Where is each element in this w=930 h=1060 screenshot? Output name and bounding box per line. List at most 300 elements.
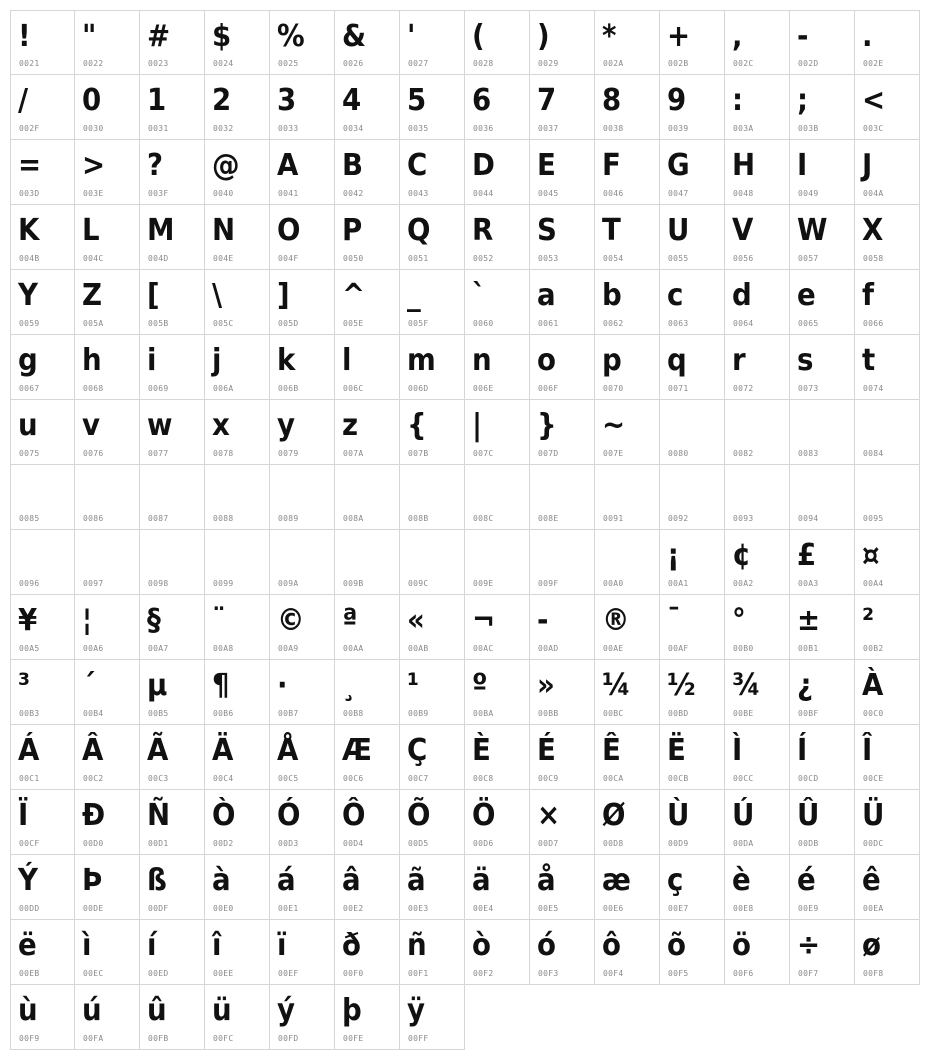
glyph-codepoint-label: 008A (343, 514, 364, 523)
glyph-cell (205, 855, 270, 920)
glyph-sample: l (342, 343, 352, 378)
glyph-cell (725, 205, 790, 270)
glyph-sample: - (537, 603, 549, 638)
glyph-cell (335, 335, 400, 400)
glyph-sample: Ø (602, 798, 626, 833)
glyph-codepoint-label: 006E (473, 384, 494, 393)
glyph-sample: m (407, 343, 436, 378)
glyph-sample: ð (342, 928, 361, 963)
glyph-codepoint-label: 00AD (538, 644, 559, 653)
glyph-cell (335, 75, 400, 140)
glyph-cell (400, 140, 465, 205)
glyph-cell (270, 725, 335, 790)
glyph-cell (595, 205, 660, 270)
glyph-sample: ß (147, 863, 167, 898)
glyph-codepoint-label: 007A (343, 449, 364, 458)
glyph-cell (725, 10, 790, 75)
glyph-cell (790, 140, 855, 205)
glyph-cell (75, 790, 140, 855)
glyph-cell (855, 530, 920, 595)
glyph-codepoint-label: 0050 (343, 254, 364, 263)
glyph-cell (335, 725, 400, 790)
glyph-codepoint-label: 0026 (343, 59, 364, 68)
glyph-cell (660, 400, 725, 465)
glyph-sample: ´ (82, 668, 96, 703)
glyph-cell (10, 75, 75, 140)
glyph-codepoint-label: 0038 (603, 124, 624, 133)
glyph-codepoint-label: 00D1 (148, 839, 169, 848)
glyph-codepoint-label: 00B7 (278, 709, 299, 718)
glyph-sample: N (212, 213, 236, 248)
glyph-sample: ° (732, 603, 746, 638)
glyph-cell (595, 75, 660, 140)
glyph-sample: Q (407, 213, 431, 248)
glyph-sample: i (147, 343, 157, 378)
glyph-sample: ` (472, 278, 486, 313)
glyph-sample: æ (602, 863, 631, 898)
glyph-codepoint-label: 00CE (863, 774, 884, 783)
glyph-cell (725, 75, 790, 140)
glyph-codepoint-label: 0092 (668, 514, 689, 523)
glyph-sample: S (537, 213, 557, 248)
glyph-sample: Y (18, 278, 38, 313)
glyph-cell (725, 270, 790, 335)
glyph-sample: Î (862, 733, 873, 768)
glyph-sample: º (472, 668, 488, 703)
glyph-cell (530, 140, 595, 205)
glyph-cell (660, 335, 725, 400)
glyph-codepoint-label: 00F7 (798, 969, 819, 978)
glyph-sample: D (472, 148, 495, 183)
glyph-codepoint-label: 0037 (538, 124, 559, 133)
glyph-codepoint-label: 008B (408, 514, 429, 523)
glyph-codepoint-label: 00C5 (278, 774, 299, 783)
glyph-cell (595, 10, 660, 75)
glyph-sample: Ã (147, 733, 169, 768)
glyph-sample: é (797, 863, 816, 898)
glyph-sample: û (147, 993, 167, 1028)
glyph-sample: n (472, 343, 492, 378)
glyph-sample: J (862, 148, 873, 183)
glyph-cell (205, 595, 270, 660)
glyph-codepoint-label: 00E4 (473, 904, 494, 913)
glyph-sample: Ï (18, 798, 29, 833)
glyph-cell (530, 205, 595, 270)
glyph-sample: a (537, 278, 556, 313)
glyph-cell (790, 400, 855, 465)
glyph-cell (465, 75, 530, 140)
glyph-cell (10, 530, 75, 595)
glyph-sample: ¦ (82, 603, 93, 638)
glyph-codepoint-label: 0023 (148, 59, 169, 68)
glyph-cell (205, 790, 270, 855)
glyph-sample: å (537, 863, 556, 898)
glyph-cell (140, 335, 205, 400)
glyph-codepoint-label: 00C6 (343, 774, 364, 783)
glyph-codepoint-label: 00B5 (148, 709, 169, 718)
glyph-codepoint-label: 0070 (603, 384, 624, 393)
glyph-cell (465, 335, 530, 400)
glyph-sample: ³ (18, 668, 31, 703)
glyph-codepoint-label: 00E2 (343, 904, 364, 913)
glyph-cell (270, 530, 335, 595)
glyph-cell (790, 595, 855, 660)
glyph-codepoint-label: 003D (19, 189, 40, 198)
glyph-sample: ý (277, 993, 295, 1028)
glyph-sample: @ (212, 148, 240, 183)
glyph-codepoint-label: 00FF (408, 1034, 429, 1043)
glyph-sample: o (537, 343, 556, 378)
glyph-codepoint-label: 00F8 (863, 969, 884, 978)
glyph-sample: I (797, 148, 808, 183)
glyph-cell (205, 270, 270, 335)
glyph-codepoint-label: 009A (278, 579, 299, 588)
glyph-codepoint-label: 00E7 (668, 904, 689, 913)
glyph-cell (140, 400, 205, 465)
glyph-sample: Õ (407, 798, 431, 833)
glyph-sample: c (667, 278, 684, 313)
glyph-codepoint-label: 002F (19, 124, 40, 133)
glyph-codepoint-label: 00B8 (343, 709, 364, 718)
glyph-sample: e (797, 278, 816, 313)
glyph-cell (725, 400, 790, 465)
glyph-codepoint-label: 0021 (19, 59, 40, 68)
glyph-codepoint-label: 00F4 (603, 969, 624, 978)
glyph-sample: 1 (147, 83, 167, 118)
glyph-codepoint-label: 00C1 (19, 774, 40, 783)
glyph-sample: | (472, 408, 483, 443)
glyph-codepoint-label: 00E0 (213, 904, 234, 913)
glyph-sample: z (342, 408, 359, 443)
glyph-sample: Í (797, 733, 808, 768)
glyph-codepoint-label: 00E8 (733, 904, 754, 913)
glyph-codepoint-label: 00C0 (863, 709, 884, 718)
glyph-sample: À (862, 668, 884, 703)
glyph-cell (465, 400, 530, 465)
glyph-cell (725, 140, 790, 205)
glyph-sample: B (342, 148, 364, 183)
glyph-sample: E (537, 148, 556, 183)
glyph-sample: Ä (212, 733, 234, 768)
glyph-cell (465, 725, 530, 790)
glyph-sample: d (732, 278, 752, 313)
glyph-cell (270, 140, 335, 205)
glyph-codepoint-label: 00E6 (603, 904, 624, 913)
glyph-codepoint-label: 003E (83, 189, 104, 198)
glyph-codepoint-label: 00C2 (83, 774, 104, 783)
glyph-cell (335, 270, 400, 335)
glyph-sample: " (82, 19, 97, 54)
glyph-codepoint-label: 00CF (19, 839, 40, 848)
glyph-cell (660, 140, 725, 205)
glyph-cell (75, 10, 140, 75)
glyph-sample: w (147, 408, 173, 443)
glyph-codepoint-label: 0061 (538, 319, 559, 328)
glyph-sample: ¿ (797, 668, 814, 703)
glyph-sample: * (602, 19, 617, 54)
glyph-sample: 4 (342, 83, 362, 118)
glyph-sample: ¯ (667, 603, 681, 638)
glyph-cell (790, 920, 855, 985)
glyph-cell (790, 530, 855, 595)
glyph-sample: ( (472, 19, 485, 54)
glyph-cell (725, 595, 790, 660)
glyph-codepoint-label: 003C (863, 124, 884, 133)
glyph-codepoint-label: 00C4 (213, 774, 234, 783)
glyph-codepoint-label: 0089 (278, 514, 299, 523)
glyph-cell (530, 10, 595, 75)
glyph-sample: ó (537, 928, 556, 963)
glyph-codepoint-label: 0084 (863, 449, 884, 458)
glyph-sample: / (18, 83, 29, 118)
glyph-cell (75, 595, 140, 660)
glyph-sample: ' (407, 19, 416, 54)
glyph-codepoint-label: 0048 (733, 189, 754, 198)
glyph-codepoint-label: 00C7 (408, 774, 429, 783)
glyph-codepoint-label: 00B9 (408, 709, 429, 718)
glyph-cell (595, 855, 660, 920)
glyph-sample: F (602, 148, 621, 183)
glyph-codepoint-label: 00B4 (83, 709, 104, 718)
glyph-sample: ! (18, 19, 31, 54)
glyph-sample: , (732, 19, 743, 54)
glyph-cell (205, 10, 270, 75)
glyph-sample: ë (18, 928, 37, 963)
glyph-cell (400, 10, 465, 75)
glyph-sample: p (602, 343, 622, 378)
glyph-sample: Ì (732, 733, 743, 768)
glyph-sample: ñ (407, 928, 427, 963)
glyph-cell (855, 660, 920, 725)
glyph-sample: Ë (667, 733, 686, 768)
glyph-sample: G (667, 148, 690, 183)
glyph-codepoint-label: 00A5 (19, 644, 40, 653)
glyph-codepoint-label: 0099 (213, 579, 234, 588)
glyph-sample: 0 (82, 83, 102, 118)
glyph-codepoint-label: 0052 (473, 254, 494, 263)
glyph-codepoint-label: 0093 (733, 514, 754, 523)
glyph-cell (530, 270, 595, 335)
glyph-cell (725, 920, 790, 985)
glyph-cell (595, 465, 660, 530)
glyph-codepoint-label: 0062 (603, 319, 624, 328)
glyph-cell (855, 335, 920, 400)
glyph-sample: } (537, 408, 557, 443)
glyph-codepoint-label: 002D (798, 59, 819, 68)
glyph-cell (660, 75, 725, 140)
glyph-cell (465, 10, 530, 75)
glyph-cell (140, 855, 205, 920)
glyph-cell (595, 595, 660, 660)
glyph-sample: t (862, 343, 876, 378)
glyph-codepoint-label: 0079 (278, 449, 299, 458)
glyph-sample: $ (212, 19, 232, 54)
glyph-codepoint-label: 0078 (213, 449, 234, 458)
glyph-cell (205, 400, 270, 465)
glyph-cell (205, 335, 270, 400)
glyph-sample: Z (82, 278, 103, 313)
glyph-codepoint-label: 00CC (733, 774, 754, 783)
glyph-sample: Ý (18, 863, 38, 898)
glyph-codepoint-label: 0046 (603, 189, 624, 198)
glyph-codepoint-label: 00A2 (733, 579, 754, 588)
glyph-sample: ? (147, 148, 164, 183)
glyph-codepoint-label: 00F3 (538, 969, 559, 978)
glyph-cell (140, 140, 205, 205)
glyph-codepoint-label: 00B3 (19, 709, 40, 718)
glyph-codepoint-label: 002E (863, 59, 884, 68)
glyph-sample: s (797, 343, 814, 378)
glyph-codepoint-label: 00BB (538, 709, 559, 718)
glyph-sample: Â (82, 733, 104, 768)
glyph-cell (10, 400, 75, 465)
glyph-sample: & (342, 19, 367, 54)
glyph-sample: 5 (407, 83, 427, 118)
glyph-cell (595, 400, 660, 465)
glyph-cell (400, 595, 465, 660)
glyph-codepoint-label: 007C (473, 449, 494, 458)
glyph-codepoint-label: 0088 (213, 514, 234, 523)
glyph-codepoint-label: 00BF (798, 709, 819, 718)
glyph-codepoint-label: 0069 (148, 384, 169, 393)
glyph-sample: g (18, 343, 38, 378)
glyph-codepoint-label: 0033 (278, 124, 299, 133)
glyph-cell (140, 790, 205, 855)
glyph-cell (335, 465, 400, 530)
glyph-sample: ô (602, 928, 621, 963)
glyph-sample: v (82, 408, 100, 443)
glyph-cell (270, 75, 335, 140)
glyph-codepoint-label: 0054 (603, 254, 624, 263)
glyph-sample: 7 (537, 83, 557, 118)
glyph-sample: - (797, 19, 809, 54)
glyph-codepoint-label: 00A4 (863, 579, 884, 588)
glyph-codepoint-label: 00A3 (798, 579, 819, 588)
glyph-sample: L (82, 213, 100, 248)
glyph-cell (660, 270, 725, 335)
glyph-codepoint-label: 00EE (213, 969, 234, 978)
glyph-cell (270, 270, 335, 335)
glyph-codepoint-label: 00AA (343, 644, 364, 653)
glyph-codepoint-label: 00FB (148, 1034, 169, 1043)
glyph-sample: u (18, 408, 38, 443)
glyph-codepoint-label: 00FA (83, 1034, 104, 1043)
glyph-cell (725, 855, 790, 920)
glyph-sample: ï (277, 928, 287, 963)
glyph-cell (595, 530, 660, 595)
glyph-sample: Ð (82, 798, 106, 833)
glyph-cell (725, 335, 790, 400)
glyph-cell (75, 140, 140, 205)
glyph-cell (75, 205, 140, 270)
glyph-cell (855, 855, 920, 920)
glyph-codepoint-label: 00D0 (83, 839, 104, 848)
glyph-sample: M (147, 213, 175, 248)
glyph-cell (140, 660, 205, 725)
glyph-cell (10, 335, 75, 400)
glyph-codepoint-label: 00AC (473, 644, 494, 653)
glyph-cell (530, 725, 595, 790)
glyph-cell (75, 270, 140, 335)
glyph-codepoint-label: 0031 (148, 124, 169, 133)
glyph-cell (595, 790, 660, 855)
glyph-cell (270, 10, 335, 75)
glyph-cell (660, 920, 725, 985)
glyph-codepoint-label: 0074 (863, 384, 884, 393)
glyph-sample: ÷ (797, 928, 821, 963)
glyph-sample: ì (82, 928, 92, 963)
glyph-cell (140, 10, 205, 75)
glyph-cell (140, 725, 205, 790)
glyph-codepoint-label: 0063 (668, 319, 689, 328)
glyph-cell (335, 920, 400, 985)
glyph-sample: · (277, 668, 288, 703)
glyph-sample: b (602, 278, 622, 313)
glyph-codepoint-label: 0058 (863, 254, 884, 263)
glyph-codepoint-label: 004E (213, 254, 234, 263)
glyph-codepoint-label: 00A7 (148, 644, 169, 653)
glyph-sample: £ (797, 538, 817, 573)
glyph-cell (855, 205, 920, 270)
glyph-codepoint-label: 005E (343, 319, 364, 328)
glyph-cell (855, 10, 920, 75)
glyph-codepoint-label: 005F (408, 319, 429, 328)
glyph-codepoint-label: 006D (408, 384, 429, 393)
glyph-cell (270, 595, 335, 660)
glyph-cell (270, 335, 335, 400)
glyph-sample: ä (472, 863, 491, 898)
glyph-sample: _ (407, 278, 421, 313)
glyph-sample: É (537, 733, 556, 768)
glyph-cell (530, 530, 595, 595)
glyph-sample: 6 (472, 83, 492, 118)
glyph-sample: ^ (342, 278, 366, 313)
glyph-codepoint-label: 0029 (538, 59, 559, 68)
glyph-cell (855, 465, 920, 530)
glyph-codepoint-label: 0039 (668, 124, 689, 133)
glyph-codepoint-label: 005B (148, 319, 169, 328)
glyph-cell (335, 595, 400, 660)
glyph-sample: X (862, 213, 884, 248)
glyph-cell (335, 530, 400, 595)
glyph-sample: » (537, 668, 555, 703)
glyph-sample: ¥ (18, 603, 38, 638)
glyph-cell (75, 660, 140, 725)
glyph-codepoint-label: 00E9 (798, 904, 819, 913)
glyph-sample: ÿ (407, 993, 425, 1028)
glyph-codepoint-label: 0036 (473, 124, 494, 133)
glyph-cell (725, 725, 790, 790)
glyph-sample: × (537, 798, 561, 833)
glyph-codepoint-label: 00F0 (343, 969, 364, 978)
glyph-sample: y (277, 408, 295, 443)
glyph-cell (790, 725, 855, 790)
glyph-sample: ò (472, 928, 491, 963)
glyph-codepoint-label: 006F (538, 384, 559, 393)
glyph-codepoint-label: 00FE (343, 1034, 364, 1043)
glyph-sample: Ó (277, 798, 301, 833)
glyph-cell (270, 920, 335, 985)
glyph-cell (725, 790, 790, 855)
glyph-codepoint-label: 007D (538, 449, 559, 458)
glyph-codepoint-label: 0034 (343, 124, 364, 133)
glyph-cell (335, 660, 400, 725)
glyph-codepoint-label: 003F (148, 189, 169, 198)
glyph-codepoint-label: 0030 (83, 124, 104, 133)
glyph-cell (725, 465, 790, 530)
glyph-sample: K (18, 213, 40, 248)
glyph-codepoint-label: 00F5 (668, 969, 689, 978)
